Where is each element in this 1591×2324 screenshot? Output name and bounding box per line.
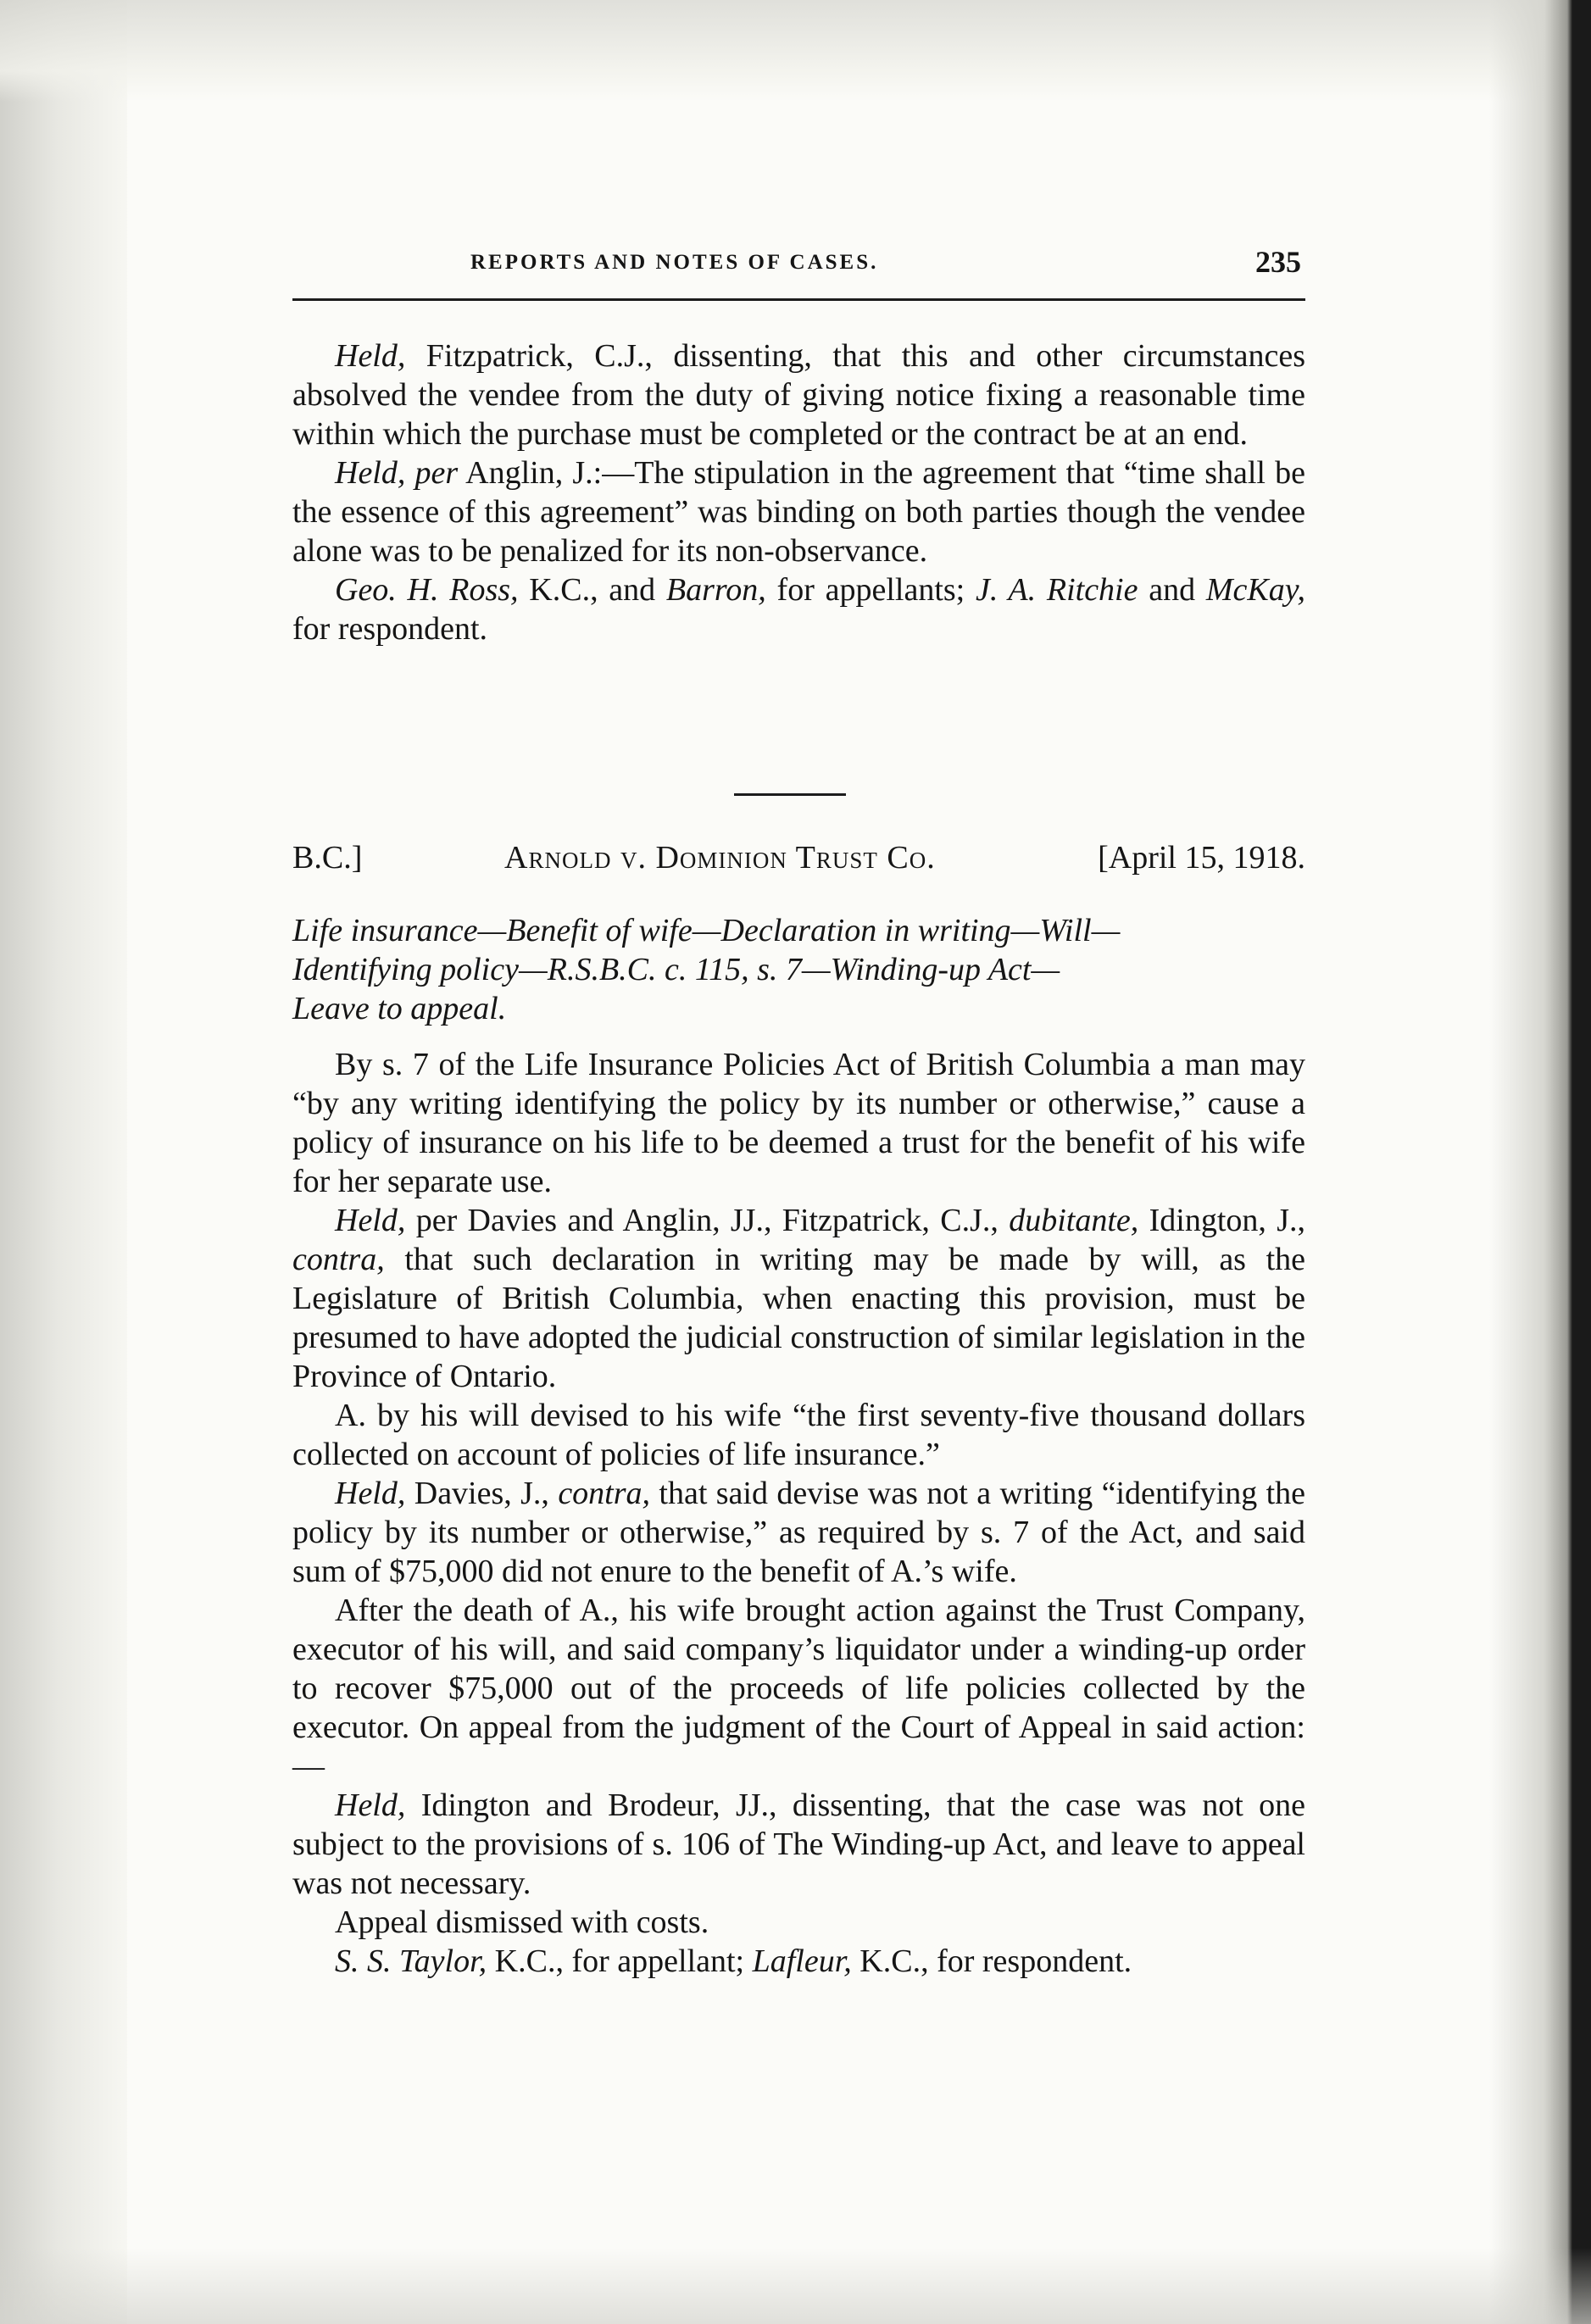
header-rule: [292, 298, 1305, 301]
held-paragraph: [292, 1201, 1305, 1396]
counsel-text: for respondent.: [292, 611, 488, 647]
page-number: 235: [1255, 245, 1301, 279]
counsel-name: Barron,: [665, 572, 766, 608]
held-label: Held, per: [335, 455, 459, 491]
counsel-line: [292, 1942, 1305, 1981]
paragraph-text: Idington and Brodeur, JJ., dissenting, that the case was not one subject to the provisions of s. 106 of The Winding-up Act, and leave to appeal was not necessary.: [292, 1787, 1305, 1901]
case-title: Arnold v. Dominion Trust Co.: [504, 840, 936, 876]
section-divider: [734, 793, 846, 796]
facts-paragraph: A. by his will devised to his wife “the first seventy-five thousand dollars collected on account of policies of life insurance.”: [292, 1398, 1305, 1472]
paragraph-text: Davies, J.,: [405, 1476, 559, 1511]
counsel-line: [292, 570, 1305, 648]
paragraph-text: Idington, J.,: [1138, 1203, 1306, 1238]
catchwords: [292, 911, 1305, 1028]
counsel-text: and: [1138, 572, 1206, 608]
counsel-name: Lafleur,: [752, 1943, 852, 1979]
case-date: [April 15, 1918.: [1098, 840, 1305, 876]
running-head: [335, 244, 1301, 285]
held-label: Held,: [335, 1203, 406, 1238]
counsel-text: K.C., and: [518, 572, 666, 608]
catchwords-line: Life insurance—Benefit of wife—Declaration in writing—Will—: [292, 913, 1121, 948]
paragraph-text: per Davies and Anglin, JJ., Fitzpatrick, C.J.,: [405, 1203, 1010, 1238]
held-paragraph: [292, 1786, 1305, 1903]
held-label: Held,: [335, 1787, 406, 1823]
latin-term: dubitante,: [1009, 1203, 1139, 1238]
case-court: B.C.]: [292, 840, 363, 876]
paragraph-text: Fitzpatrick, C.J., dissenting, that this and other circumstances absolved the vendee from the duty of giving notice fixing a reasonable time within which the purchase must be completed or the contract be at an end.: [292, 338, 1305, 452]
counsel-name: S. S. Taylor,: [335, 1943, 487, 1979]
counsel-name: J. A. Ritchie: [975, 572, 1138, 608]
running-title: REPORTS AND NOTES OF CASES.: [470, 251, 879, 274]
scan-shadow-bottom: [0, 2248, 1591, 2324]
first-case-conclusion: [292, 336, 1305, 648]
latin-term: contra,: [558, 1476, 651, 1511]
held-paragraph: [292, 1474, 1305, 1591]
scan-shadow-left: [0, 0, 127, 2324]
held-paragraph: [292, 336, 1305, 453]
held-label: Held,: [335, 338, 406, 374]
catchwords-line: Identifying policy—R.S.B.C. c. 115, s. 7—Winding-up Act—: [292, 952, 1060, 987]
held-label: Held,: [335, 1476, 406, 1511]
counsel-text: K.C., for appellant;: [487, 1943, 753, 1979]
counsel-name: Geo. H. Ross,: [335, 572, 519, 608]
case-heading: [292, 839, 1305, 881]
counsel-text: K.C., for respondent.: [851, 1943, 1132, 1979]
held-paragraph: [292, 453, 1305, 570]
statute-paragraph: By s. 7 of the Life Insurance Policies Act of British Columbia a man may “by any writing identifying the policy by its number or otherwise,” cause a policy of insurance on his life to be deemed a trust for the benefit of his wife for her separate use.: [292, 1047, 1305, 1199]
counsel-name: McKay,: [1205, 572, 1305, 608]
paragraph-text: Anglin, J.:—The stipulation in the agreement that “time shall be the essence of this agreement” was binding on both parties though the vendee alone was to be penalized for its non-observance.: [292, 455, 1305, 569]
counsel-text: for appellants;: [765, 572, 976, 608]
catchwords-line: Leave to appeal.: [292, 991, 507, 1026]
disposition-line: Appeal dismissed with costs.: [335, 1904, 709, 1940]
scan-binding-edge: [1489, 0, 1591, 2324]
paragraph-text: that such declaration in writing may be made by will, as the Legislature of British Columbia, when enacting this provision, must be presumed to have adopted the judicial construction of similar legislation in the Province of Ontario.: [292, 1242, 1305, 1394]
scan-shadow-top: [0, 0, 1591, 102]
paragraph-text: that said devise was not a writing “identifying the policy by its number or otherwise,” as required by s. 7 of the Act, and said sum of $75,000 did not enure to the benefit of A.’s wife.: [292, 1476, 1305, 1589]
facts-paragraph: After the death of A., his wife brought action against the Trust Company, executor of his will, and said company’s liquidator under a winding-up order to recover $75,000 out of the proceeds of life policies collected by the executor. On appeal from the judgment of the Court of Appeal in said action:—: [292, 1593, 1305, 1784]
latin-term: contra,: [292, 1242, 385, 1277]
case-body: [292, 1045, 1305, 1981]
